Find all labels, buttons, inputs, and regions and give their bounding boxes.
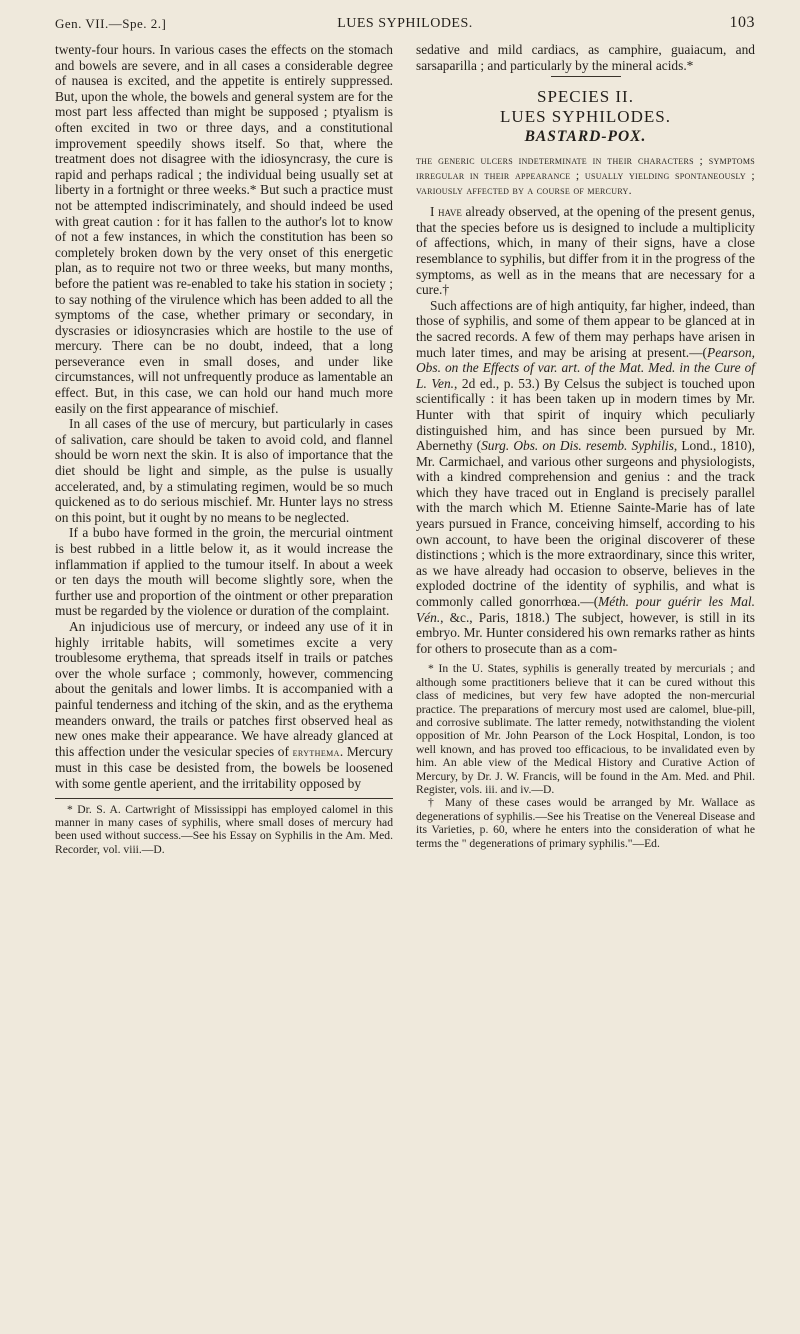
left-paragraph-2: In all cases of the use of mercury, but particularly in cases of salivation, care should be taken to avoid cold, and flannel should be worn next the skin. It is also of importance that the diet should be light and simple, as the pulse is usually accelerated, and, by a stimulating regimen, would be so much quickened as to do serious mischief. Mr. Hunter lays no stress on this point, but it ought by no means to be neglected. xyxy=(55,416,393,525)
right-footnote-2: † Many of these cases would be arranged by Mr. Wallace as degenerations of syphilis.—See his Treatise on the Venereal Disease and its Varieties, p. 60, where he enters into the consideration of what he terms the " degenerations of primary syphilis."—Ed. xyxy=(416,796,755,850)
right-paragraph-3 xyxy=(416,298,755,657)
left-paragraph-1: twenty-four hours. In various cases the effects on the stomach and bowels are severe, and in all cases a considerable degree of nausea is excited, and the appetite is entirely suppressed. But, upon the whole, the bowels and general system are for the most part less affected than might be supposed ; ptyalism is often excited in two or three days, and a constitutional improvement speedily shows itself. So that, where the treatment does not disagree with the idiosyncrasy, the cure is rapid and perhaps radical ; the individual being usually set at liberty in a fortnight or three weeks.* But such a practice must not be attempted indiscriminately, and should indeed be used with great caution : for it has fallen to the author's lot to know of not a few instances, in which the constitution has been so completely broken down by the very onset of this energetic plan, as to require not two or three weeks, but many months, before the patient was re-enabled to take his station in society ; to say nothing of the virulence which has been added to all the symptoms of the case, whether primary or secondary, in dyscrasies or idiosyncrasies which are hostile to the use of mercury. There can be no doubt, indeed, that a long perseverance even in small doses, and under like circumstances, will not unfrequently produce as lamentable an effect. But, in this case, we can hold our hand much more easily on the first appearance of mischief. xyxy=(55,42,393,416)
right-paragraph-1: sedative and mild cardiacs, as camphire, guaiacum, and sarsaparilla ; and particularly by the mineral acids.* xyxy=(416,42,755,73)
common-name-heading: BASTARD-POX. xyxy=(524,128,647,146)
header-section-label: Gen. VII.—Spe. 2.] xyxy=(55,16,167,31)
left-column xyxy=(55,42,393,856)
footnote-rule xyxy=(55,798,393,799)
right-paragraph-3-text-a: Such affections are of high antiquity, far higher, indeed, than those of syphilis, and some of them appear to be glanced at in the sacred records. A few of them may perhaps have arisen in much later times, and may be arising at present.—( xyxy=(416,297,755,360)
left-footnotes xyxy=(55,803,393,857)
right-footnote-1: * In the U. States, syphilis is generally treated by mercurials ; and although some practitioners believe that it can be cured without this class of medicines, but very few have adopted the non-mercurial practice. The preparations of mercury most used are calomel, blue-pill, and corrosive sublimate. The latter remedy, notwithstanding the violent opposition of Mr. John Pearson of the Lock Hospital, London, is too well known, and has proved too efficacious, to be invalidated even by him. An able view of the Medical History and Curative Action of Mercury, by Dr. J. W. Francis, will be found in the Am. Med. and Phil. Register, vols. iii. and iv.—D. xyxy=(416,662,755,797)
left-footnote: * Dr. S. A. Cartwright of Mississippi has employed calomel in this manner in many cases of syphilis, where small doses of mercury had been used without success.—See his Essay on Syphilis in the Am. Med. Recorder, vol. viii.—D. xyxy=(55,802,393,856)
header-running-title: LUES SYPHILODES. xyxy=(337,16,473,31)
species-definition: the generic ulcers indeterminate in their characters ; symptoms irregular in their appearance ; usually yielding spontaneously ; variously affected by a course of mercury. xyxy=(416,153,755,198)
left-paragraph-3: If a bubo have formed in the groin, the mercurial ointment is best rubbed in a little below it, as it would increase the inflammation if applied to the tumour itself. In about a week or ten days the mouth will become slightly sore, when the further use and proportion of the ointment or other preparation must be regarded by the violence or duration of the complaint. xyxy=(55,525,393,619)
erythema-term: erythema xyxy=(292,744,340,759)
running-header xyxy=(55,6,755,40)
citation-sainte-marie: Méth. pour guérir les Mal. Vén. xyxy=(416,594,755,625)
genus-heading: LUES SYPHILODES. xyxy=(500,107,671,127)
left-paragraph-4 xyxy=(55,619,393,792)
right-paragraph-3-text-b: , 2d ed., p. 53.) By Celsus the subject is touched upon scientifically : it has been taken up in modern times by Mr. Hunter with that spirit of inquiry which peculiarly distinguished him, and has since been pursued by Mr. Abernethy ( xyxy=(416,375,755,454)
species-heading: SPECIES II. xyxy=(537,87,634,107)
citation-pearson: Pearson, Obs. on the Effects of var. art. of the Mat. Med. in the Cure of L. Ven. xyxy=(416,344,755,391)
left-paragraph-4-text-a: An injudicious use of mercury, or indeed any use of it in highly irritable habits, will sometimes excite a very troublesome erythema, that spreads itself in trails or patches over the whole surface ; commonly, however, commencing about the genitals and lower limbs. It is accompanied with a painful tenderness and itching of the skin, and as the erythema meanders onward, the trails or patches first observed heal as new ones make their appearance. We have already glanced at this affection under the vesicular species of xyxy=(55,618,393,759)
right-paragraph-3-text-d: , &c., Paris, 1818.) The subject, however, is still in its embryo. Mr. Hunter considered his own remarks rather as hints for others to prosecute than as a com- xyxy=(416,609,755,656)
right-paragraph-3-text-c: , Lond., 1810), Mr. Carmichael, and various other surgeons and physiologists, with a kindred comprehension and genius : and the track which they have traced out in England is precisely parallel with the march which M. Etienne Sainte-Marie has of late years pursued in France, conceiving himself, according to his own account, to have been the original discoverer of these distinctions ; which is the more extraordinary, since this writer, as we have already had occasion to observe, believes in the exploded doctrine of the identity of syphilis, and what is commonly called gonorrhœa.—( xyxy=(416,438,755,610)
right-footnotes xyxy=(416,662,755,850)
right-paragraph-2 xyxy=(416,204,755,298)
opening-words: I have xyxy=(430,204,462,220)
left-paragraph-4-text-b: . Mercury must in this case be desisted from, the bowels be loosened with some gentle aperient, and the irritability opposed by xyxy=(55,743,393,791)
right-paragraph-2-text: already observed, at the opening of the present genus, that the species before us is designed to include a multiplicity of affections, which, in many of their signs, have a close resemblance to syphilis, but differ from it in the progress of the symptoms, as well as in the means that are necessary for a cure.† xyxy=(416,204,755,298)
right-column xyxy=(416,42,755,850)
page-number: 103 xyxy=(729,14,755,31)
section-divider xyxy=(551,76,621,77)
citation-abernethy: Surg. Obs. on Dis. resemb. Syphilis xyxy=(481,438,674,454)
